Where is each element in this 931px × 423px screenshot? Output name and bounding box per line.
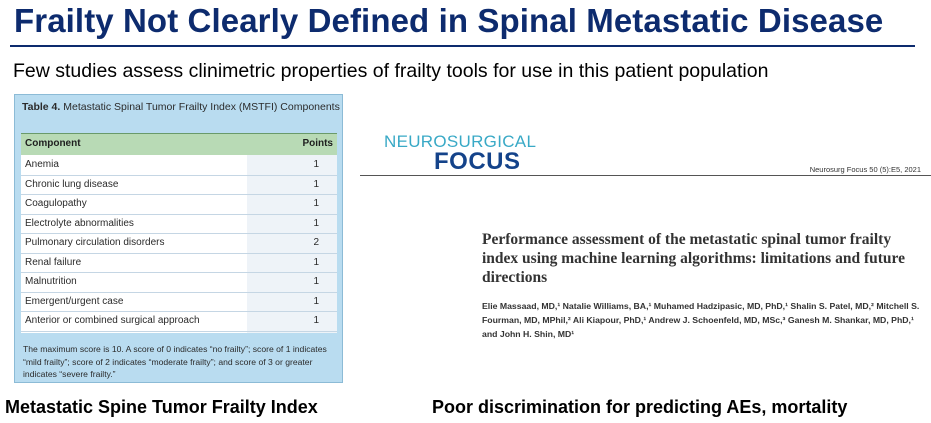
table-cell-component: Electrolyte abnormalities bbox=[25, 217, 134, 229]
slide-title: Frailty Not Clearly Defined in Spinal Metastatic Disease bbox=[14, 2, 884, 39]
mstfi-table-image bbox=[14, 94, 343, 383]
table-cell-points: 1 bbox=[313, 178, 319, 190]
journal-citation: Neurosurg Focus 50 (5):E5, 2021 bbox=[809, 165, 921, 174]
table-cell-component: Anemia bbox=[25, 159, 59, 170]
table-cell-component: Pulmonary circulation disorders bbox=[25, 237, 165, 248]
table-cell-points: 1 bbox=[313, 295, 319, 307]
table-header-row bbox=[21, 133, 337, 156]
table-caption-label: Table 4. bbox=[22, 101, 61, 113]
table-cell-points: 1 bbox=[313, 217, 319, 229]
table-body bbox=[21, 155, 337, 333]
table-cell-points: 1 bbox=[313, 198, 319, 209]
right-caption: Poor discrimination for predicting AEs, mortality bbox=[432, 397, 848, 417]
table-cell-component: Renal failure bbox=[25, 256, 82, 268]
table-cell-points: 1 bbox=[313, 256, 319, 268]
table-cell-component: Anterior or combined surgical approach bbox=[25, 315, 200, 326]
table-row bbox=[21, 311, 337, 332]
table-row bbox=[21, 253, 337, 274]
table-header-component: Component bbox=[25, 138, 81, 149]
journal-logo-neurosurgical: NEUROSURGICAL bbox=[384, 132, 537, 151]
table-row bbox=[21, 194, 337, 215]
slide-subtitle: Few studies assess clinimetric properties of frailty tools for use in this patient population bbox=[13, 60, 769, 82]
table-cell-component: Malnutrition bbox=[25, 276, 77, 287]
table-row bbox=[21, 175, 337, 196]
table-cell-points: 1 bbox=[313, 159, 319, 170]
title-divider bbox=[10, 45, 915, 47]
table-caption bbox=[22, 100, 340, 114]
table-row bbox=[21, 155, 337, 176]
table-cell-component: Coagulopathy bbox=[25, 198, 87, 209]
table-cell-points: 2 bbox=[313, 237, 319, 248]
journal-header-rule bbox=[360, 175, 931, 176]
table-cell-points: 1 bbox=[313, 315, 319, 326]
table-row bbox=[21, 214, 337, 235]
table-row bbox=[21, 272, 337, 293]
journal-logo-focus: FOCUS bbox=[434, 148, 521, 175]
table-row bbox=[21, 292, 337, 313]
left-caption: Metastatic Spine Tumor Frailty Index bbox=[5, 397, 318, 417]
table-cell-component: Emergent/urgent case bbox=[25, 295, 124, 307]
article-authors: Elie Massaad, MD,¹ Natalie Williams, BA,¹ Muhamed Hadzipasic, MD, PhD,¹ Shalin S. Patel, MD,² Mitchell S. Fourman, MD, MPhil,² Ali Kiapour, PhD,¹ Andrew J. Schoenfeld, MD, MSc,³ Ganesh M. Shankar, MD, PhD,¹ and John H. Shin, MD¹ bbox=[482, 301, 920, 339]
table-cell-points: 1 bbox=[313, 276, 319, 287]
table-cell-component: Chronic lung disease bbox=[25, 178, 119, 190]
table-row bbox=[21, 233, 337, 254]
article-title: Performance assessment of the metastatic spinal tumor frailty index using machine learning algorithms: limitations and future directions bbox=[482, 231, 905, 286]
table-caption-text: Metastatic Spinal Tumor Frailty Index (MSTFI) Components bbox=[63, 101, 340, 113]
table-header-points: Points bbox=[302, 138, 333, 149]
table-footnote: The maximum score is 10. A score of 0 indicates “no frailty”; score of 1 indicates “mild frailty”; score of 2 indicates “moderate frailty”; and score of 3 or greater indicates “severe frailty.” bbox=[23, 344, 327, 379]
